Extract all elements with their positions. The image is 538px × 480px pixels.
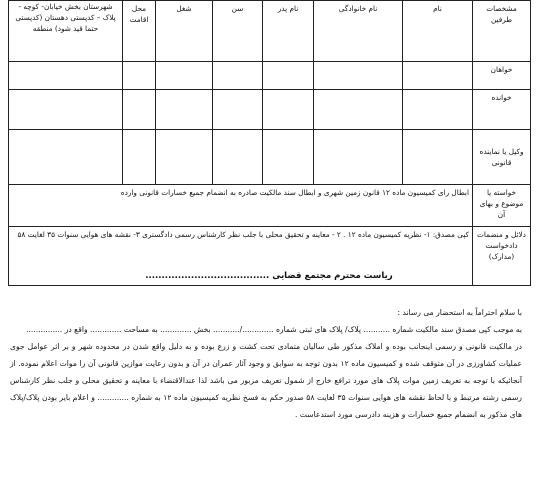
label-khahan: خواهان: [473, 62, 531, 90]
cell-khande-eghamat[interactable]: [123, 90, 156, 130]
cell-khande-famil[interactable]: [314, 90, 403, 130]
header-address: شهرستان بخش خیابان- کوچه - پلاک – کدپستی دهستان (کدپستی حتما قید شود) منطقه: [9, 1, 123, 62]
cell-vakil-famil[interactable]: [314, 130, 403, 185]
cell-khande-shoghl[interactable]: [156, 90, 213, 130]
row-khande: [9, 90, 531, 130]
cell-khahan-address[interactable]: [9, 62, 123, 90]
row-khahan: [9, 62, 531, 90]
letter-paragraph-deed: به موجب کپی مصدق سند مالکیت شماره ........... پلاک/ پلاک های ثبتی شماره ............./........... بخش ............. به مساحت ............. واقع در ...............: [26, 325, 522, 334]
cell-vakil-eghamat[interactable]: [123, 130, 156, 185]
cell-khahan-shoghl[interactable]: [156, 62, 213, 90]
cell-khande-nam[interactable]: [403, 90, 473, 130]
cell-khahan-famil[interactable]: [314, 62, 403, 90]
cell-vakil-address[interactable]: [9, 130, 123, 185]
header-nam-khanevadegi: نام خانوادگی: [314, 1, 403, 62]
cell-vakil-shoghl[interactable]: [156, 130, 213, 185]
header-shoghl: شغل: [156, 1, 213, 62]
cell-khande-sen[interactable]: [213, 90, 263, 130]
letter-paragraph-main: در مالکیت قانونی و رسمی اینجانب بوده و املاک مذکور طی سالیان متمادی تحت کشت و زرع بوده و به دلیل واقع شدن در محدوده شهر و بر اثر عوامل جوی عملیات کشاورزی در آن متوقف شده و کمیسیون ماده ۱۲ بدون توجه به سوابق و وجود آثار عمران در آن و بدون رعایت موازین قانونی آن را موات اعلام نموده. از آنجائیکه با توجه به تعریف زمین موات پلاک های مورد ترافع خارج از شمول تعریف مزبور می باشد لذا عندالاقتضاء با معاینه و تحقیق محلی و جلب نظر کارشناس رسمی رشته مرتبط و با لحاظ نقشه های هوایی سنوات ۳۵ لغایت ۵۸ صدور حکم به فسخ نظریه کمیسیون ماده ۱۲ به شماره ............. و اعلام بایر بودن پلاک/پلاک های مذکور به انضمام جمیع خسارات و هزینه دادرسی مورد استدعاست .: [10, 342, 522, 419]
letter-body: [10, 304, 522, 423]
cell-vakil-nam[interactable]: [403, 130, 473, 185]
cell-vakil-pedar[interactable]: [263, 130, 314, 185]
letter-title: ریاست محترم مجتمع قضایی ......................................: [145, 271, 393, 281]
cell-khahan-sen[interactable]: [213, 62, 263, 90]
cell-khande-address[interactable]: [9, 90, 123, 130]
label-dalayel: دلائل و منضمات دادخواست (مدارک): [473, 227, 531, 286]
header-mokhtasat: مشخصات طرفین: [473, 1, 531, 62]
header-nam: نام: [403, 1, 473, 62]
label-vakil: وکیل یا نماینده قانونی: [473, 130, 531, 185]
khaste-text[interactable]: ابطال رای کمیسیون ماده ۱۲ قانون زمین شهری و ابطال سند مالکیت صادره به انضمام جمیع خسارات قانونی وارده: [9, 185, 473, 227]
row-khaste: [9, 185, 531, 227]
cell-khahan-nam[interactable]: [403, 62, 473, 90]
cell-vakil-sen[interactable]: [213, 130, 263, 185]
cell-khahan-pedar[interactable]: [263, 62, 314, 90]
label-khaste: خواسته یا موضوع و بهای آن: [473, 185, 531, 227]
header-sen: سن: [213, 1, 263, 62]
row-vakil: [9, 130, 531, 185]
parties-table: [8, 0, 531, 286]
label-khande: خوانده: [473, 90, 531, 130]
dalayel-text[interactable]: کپی مصدق: ۱- نظریه کمیسیون ماده ۱۲ . ۲ - معاینه و تحقیق محلی با جلب نظر کارشناس رسمی دادگستری ۳- نقشه های هوایی سنوات ۳۵ لغایت ۵۸: [9, 227, 473, 286]
table-header-row: [9, 1, 531, 62]
cell-khande-pedar[interactable]: [263, 90, 314, 130]
header-mahal-eghamat: محل اقامت: [123, 1, 156, 62]
header-nam-pedar: نام پدر: [263, 1, 314, 62]
cell-khahan-eghamat[interactable]: [123, 62, 156, 90]
letter-greeting: با سلام احتراماً به استحضار می رساند :: [397, 308, 522, 317]
